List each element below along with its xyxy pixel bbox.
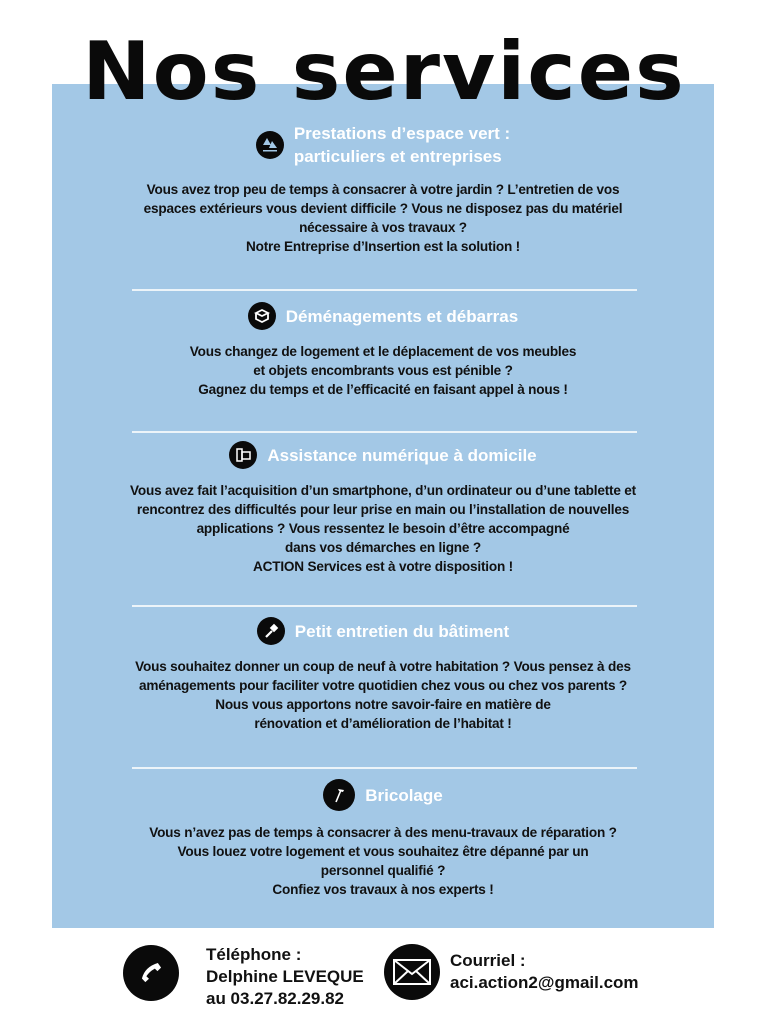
divider: [132, 605, 637, 607]
body-line: Vous souhaitez donner un coup de neuf à votre habitation ? Vous pensez à des: [135, 659, 631, 674]
page-title: Nos services: [82, 25, 686, 118]
phone-number[interactable]: au 03.27.82.29.82: [206, 989, 345, 1008]
section-assistance-numerique: [52, 441, 714, 576]
tagline: Nous vous apportons notre savoir-faire en matière de: [215, 697, 551, 712]
devices-icon: [229, 441, 257, 469]
section-heading: Assistance numérique à domicile: [267, 445, 537, 465]
divider: [132, 289, 637, 291]
email-contact: [450, 950, 639, 994]
tagline: Gagnez du temps et de l’efficacité en faisant appel à nous !: [198, 382, 568, 397]
body-line: Vous avez trop peu de temps à consacrer à votre jardin ? L’entretien de vos: [146, 182, 620, 197]
body-line: Vous n’avez pas de temps à consacrer à des menu-travaux de réparation ?: [149, 825, 617, 840]
body-line: applications ? Vous ressentez le besoin d’être accompagné: [196, 521, 570, 536]
body-line: rencontrez des difficultés pour leur prise en main ou l’installation de nouvelles: [136, 502, 630, 517]
contact-name: Delphine LEVEQUE: [206, 967, 364, 986]
tagline: ACTION Services est à votre disposition !: [253, 559, 513, 574]
paint-roller-icon: [257, 617, 285, 645]
body-line: aménagements pour faciliter votre quotidien chez vous ou chez vos parents ?: [138, 678, 628, 693]
section-heading: Prestations d’espace vert :: [293, 124, 511, 143]
section-demenagements: [52, 302, 714, 399]
tagline: rénovation et d’amélioration de l’habitat !: [254, 716, 512, 731]
body-line: dans vos démarches en ligne ?: [285, 540, 481, 555]
phone-contact: [206, 944, 364, 1010]
section-espace-vert: [52, 122, 714, 256]
box-icon: [248, 302, 276, 330]
tagline: Confiez vos travaux à nos experts !: [272, 882, 494, 897]
section-heading: Déménagements et débarras: [285, 306, 519, 326]
body-line: Vous louez votre logement et vous souhaitez être dépanné par un: [177, 844, 589, 859]
body-line: personnel qualifié ?: [320, 863, 446, 878]
body-line: nécessaire à vos travaux ?: [299, 220, 467, 235]
body-line: Vous changez de logement et le déplacement de vos meubles: [189, 344, 577, 359]
tagline: Notre Entreprise d’Insertion est la solution !: [245, 239, 521, 254]
body-line: Vous avez fait l’acquisition d’un smartphone, d’un ordinateur ou d’une tablette et: [130, 483, 636, 498]
envelope-icon: [384, 944, 440, 1000]
phone-icon: [123, 945, 179, 1001]
body-line: et objets encombrants vous est pénible ?: [253, 363, 513, 378]
section-heading: Petit entretien du bâtiment: [294, 621, 510, 641]
section-heading: Bricolage: [365, 785, 443, 805]
section-bricolage: [52, 779, 714, 899]
phone-label: Téléphone :: [206, 945, 302, 964]
divider: [132, 431, 637, 433]
section-heading: particuliers et entreprises: [293, 147, 502, 166]
email-address[interactable]: aci.action2@gmail.com: [450, 973, 639, 992]
divider: [132, 767, 637, 769]
body-line: espaces extérieurs vous devient difficile ? Vous ne disposez pas du matériel: [143, 201, 623, 216]
section-entretien-batiment: [52, 617, 714, 733]
email-label: Courriel :: [450, 951, 526, 970]
hammer-icon: [323, 779, 355, 811]
tree-icon: [256, 131, 284, 159]
